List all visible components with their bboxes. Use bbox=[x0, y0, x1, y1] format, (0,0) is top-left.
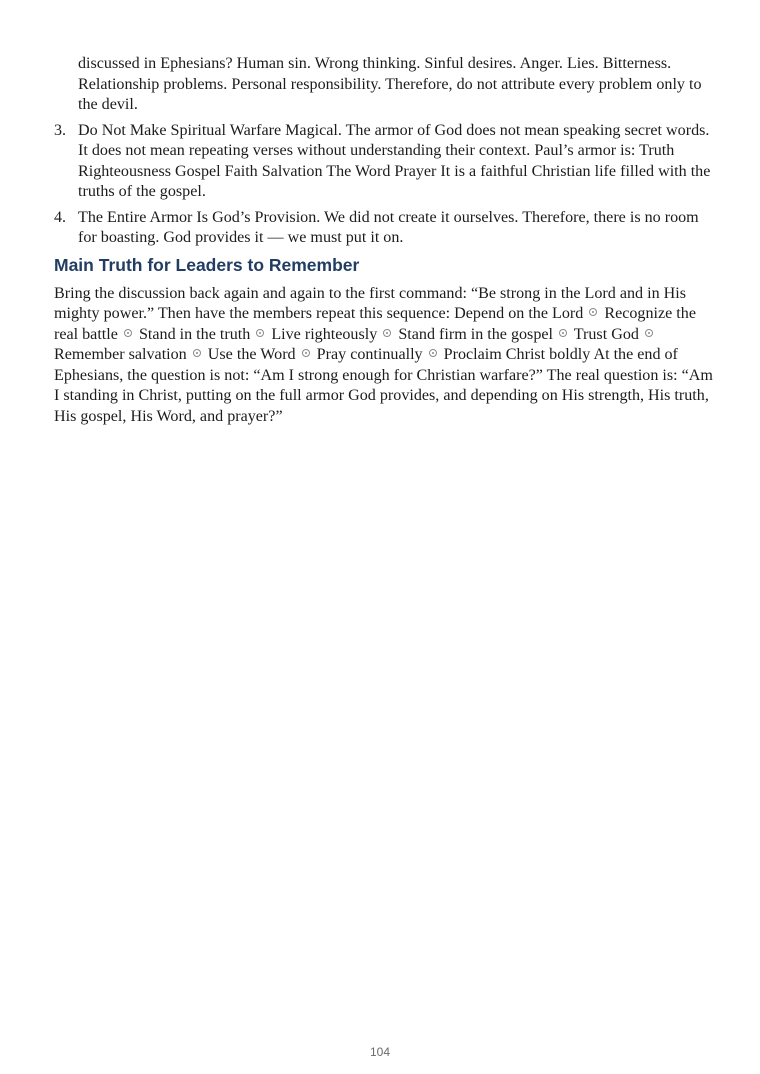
sequence-item: Use the Word bbox=[207, 346, 296, 363]
list-text: The Entire Armor Is God’s Provision. We did not create it ourselves. Therefore, there is no room for boasting. God provides it — we must put it on. bbox=[78, 208, 699, 246]
paragraph-conclusion: At the end of Ephesians, the question is not: “Am I strong enough for Christian warfare?” The real question is: “Am I standing in Christ, putting on the full armor God provides, and depending on His strength, His truth, His gospel, His Word, and prayer?” bbox=[54, 346, 713, 425]
bullet-icon bbox=[193, 349, 201, 357]
sequence-item: Live righteously bbox=[271, 325, 378, 343]
bullet-icon bbox=[645, 329, 653, 337]
sequence-item: Remember salvation bbox=[54, 346, 187, 363]
page-number: 104 bbox=[369, 1045, 391, 1059]
list-number: 3. bbox=[54, 121, 67, 139]
sequence-item: Stand firm in the gospel bbox=[398, 325, 553, 343]
sequence-item: Trust God bbox=[573, 325, 639, 343]
list-number: 4. bbox=[54, 208, 67, 226]
bullet-icon bbox=[559, 329, 567, 337]
paragraph-intro: Bring the discussion back again and again to the first command: “Be strong in the Lord and in His mighty power.” Then have the members repeat this sequence: Depend on the Lord bbox=[54, 284, 686, 322]
continuation-paragraph: discussed in Ephesians? Human sin. Wrong thinking. Sinful desires. Anger. Lies. Bitterness. Relationship problems. Personal responsibility. Therefore, do not attribute every problem only to the devil. bbox=[78, 55, 702, 113]
sequence-item: Stand in the truth bbox=[138, 325, 251, 343]
list-item-3 bbox=[54, 121, 718, 203]
list-text: Do Not Make Spiritual Warfare Magical. The armor of God does not mean speaking secret words. It does not mean repeating verses without understanding their context. Paul’s armor is: Truth Righteousness Gospel Faith Salvation The Word Prayer It is a faithful Christian life filled with the truths of the gospel. bbox=[78, 121, 711, 200]
main-paragraph bbox=[54, 284, 718, 428]
page-content bbox=[54, 54, 718, 427]
sequence-item: Pray continually bbox=[316, 346, 423, 363]
sequence-item: Recognize the real battle bbox=[54, 305, 696, 343]
bullet-icon bbox=[256, 329, 264, 337]
bullet-icon bbox=[383, 329, 391, 337]
section-heading: Main Truth for Leaders to Remember bbox=[54, 254, 360, 275]
bullet-icon bbox=[429, 349, 437, 357]
bullet-icon bbox=[302, 349, 310, 357]
list-item-4 bbox=[54, 208, 718, 249]
bullet-icon bbox=[124, 329, 132, 337]
sequence-item: Proclaim Christ boldly bbox=[443, 346, 591, 363]
bullet-icon bbox=[589, 308, 597, 316]
